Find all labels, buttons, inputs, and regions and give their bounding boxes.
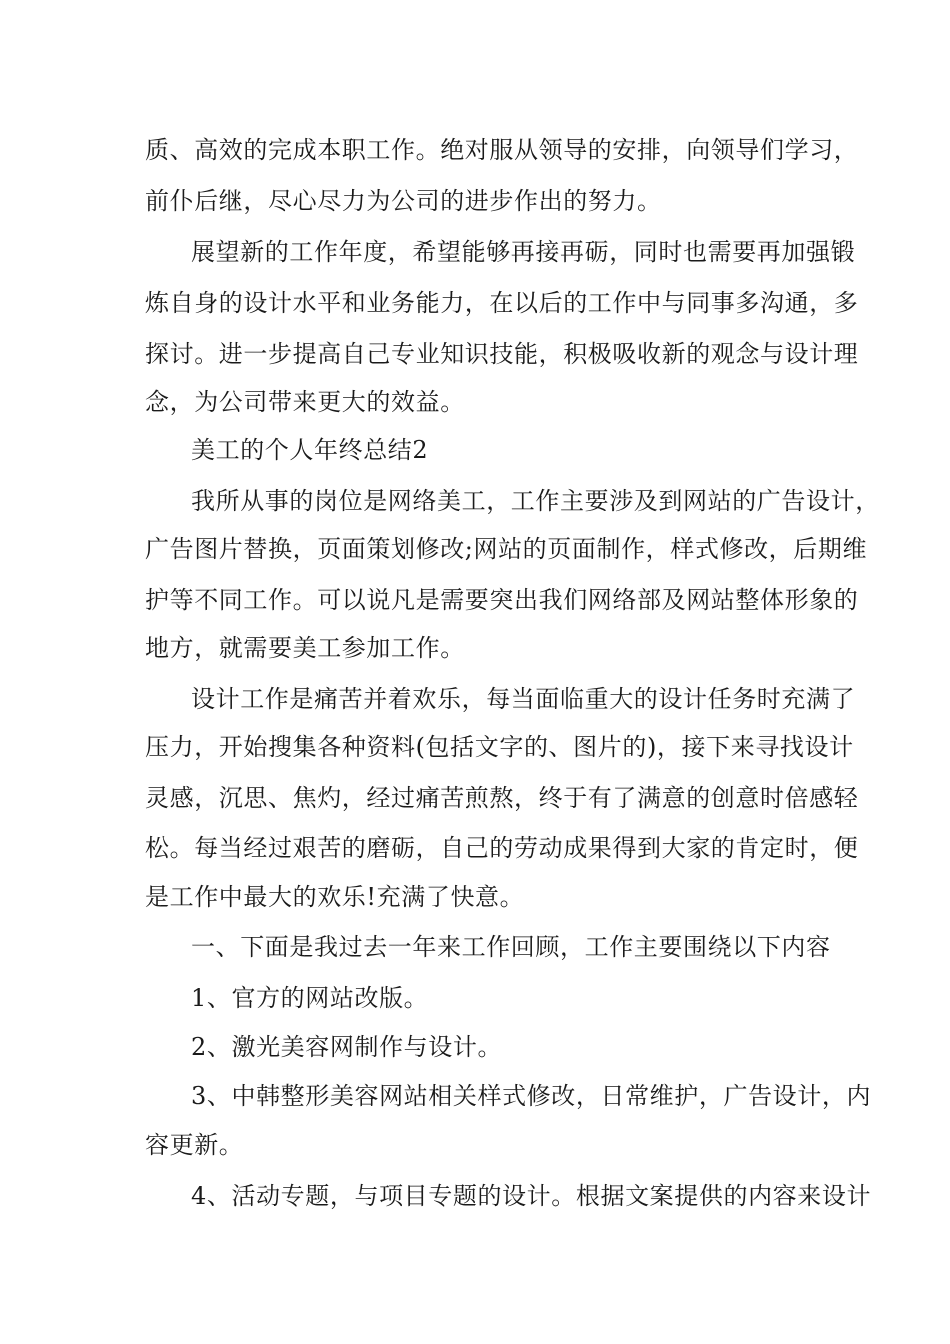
text-line: 3、中韩整形美容网站相关样式修改，日常维护，广告设计，内 xyxy=(191,1082,872,1110)
text-line: 4、活动专题，与项目专题的设计。根据文案提供的内容来设计 xyxy=(191,1182,872,1210)
text-line: 展望新的工作年度，希望能够再接再砺，同时也需要再加强锻 xyxy=(191,238,856,266)
text-line: 质、高效的完成本职工作。绝对服从领导的安排，向领导们学习， xyxy=(145,136,859,164)
text-line: 容更新。 xyxy=(145,1131,244,1159)
heading-text: 美工的个人年终总结2 xyxy=(191,436,429,464)
text-line: 念，为公司带来更大的效益。 xyxy=(145,388,465,416)
text-line: 广告图片替换，页面策划修改;网站的页面制作，样式修改，后期维 xyxy=(145,535,868,563)
text-line: 前仆后继，尽心尽力为公司的进步作出的努力。 xyxy=(145,187,662,215)
text-line: 2、激光美容网制作与设计。 xyxy=(191,1033,503,1061)
text-line: 是工作中最大的欢乐!充满了快意。 xyxy=(145,883,525,911)
text-line: 探讨。进一步提高自己专业知识技能，积极吸收新的观念与设计理 xyxy=(145,340,859,368)
text-line: 炼自身的设计水平和业务能力，在以后的工作中与同事多沟通，多 xyxy=(145,289,859,317)
text-line: 我所从事的岗位是网络美工，工作主要涉及到网站的广告设计， xyxy=(191,487,880,515)
text-line: 设计工作是痛苦并着欢乐，每当面临重大的设计任务时充满了 xyxy=(191,685,856,713)
text-line: 护等不同工作。可以说凡是需要突出我们网络部及网站整体形象的 xyxy=(145,586,859,614)
text-line: 灵感，沉思、焦灼，经过痛苦煎熬，终于有了满意的创意时倍感轻 xyxy=(145,784,859,812)
text-line: 压力，开始搜集各种资料(包括文字的、图片的)，接下来寻找设计 xyxy=(145,733,854,761)
text-line: 松。每当经过艰苦的磨砺，自己的劳动成果得到大家的肯定时，便 xyxy=(145,834,859,862)
text-line: 一、下面是我过去一年来工作回顾，工作主要围绕以下内容 xyxy=(191,933,831,961)
text-line: 1、官方的网站改版。 xyxy=(191,984,429,1012)
text-line: 地方，就需要美工参加工作。 xyxy=(145,634,465,662)
